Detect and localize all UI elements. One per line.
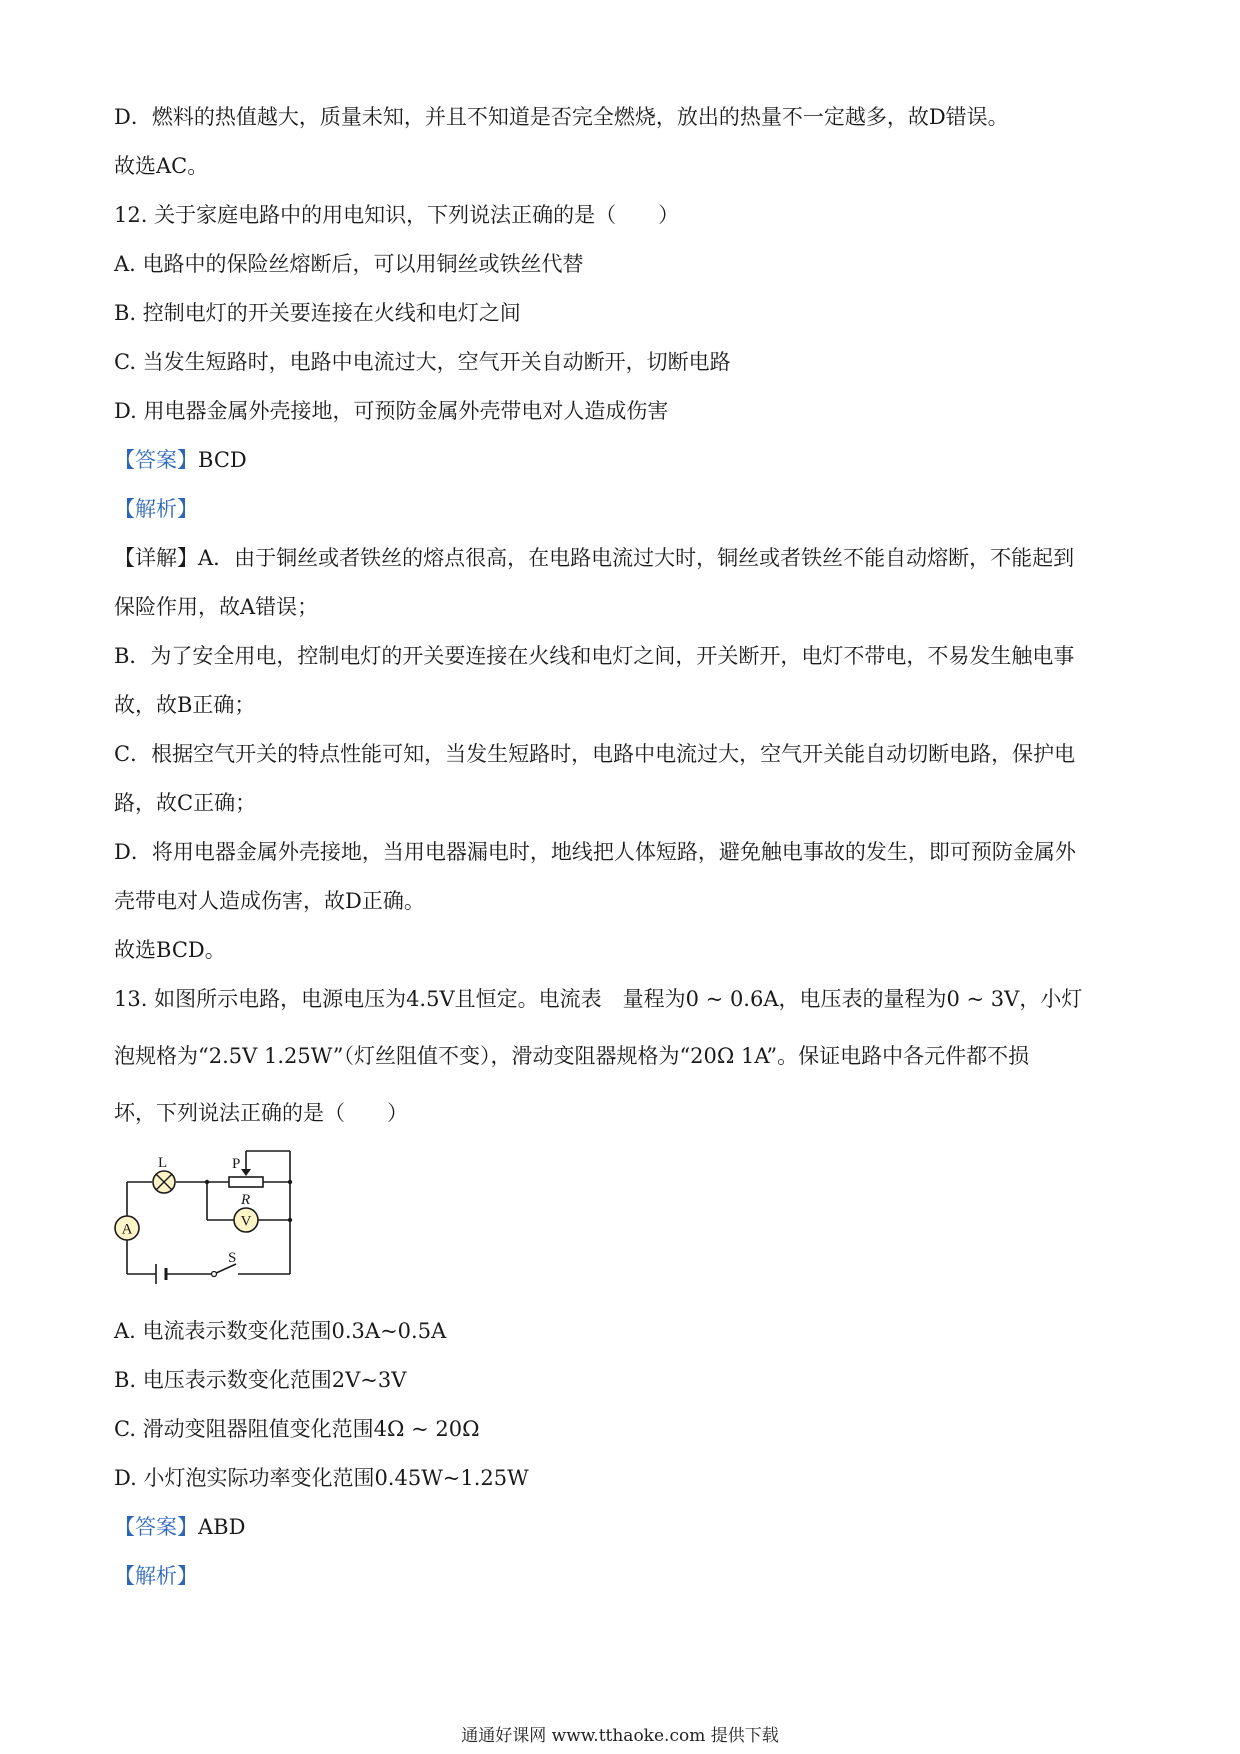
slider-contact xyxy=(241,1151,251,1176)
answer-value: ABD xyxy=(198,1515,246,1539)
q12-detail-line-5: C．根据空气开关的特点性能可知，当发生短路时，电路中电流过大，空气开关能自动切断电路，保护电 xyxy=(114,742,1076,766)
q11-conclusion: 故选AC。 xyxy=(114,154,209,178)
answer-tag: 【答案】 xyxy=(114,1515,198,1539)
slider-label: P xyxy=(232,1156,241,1172)
q12-option-c: C. 当发生短路时，电路中电流过大，空气开关自动断开，切断电路 xyxy=(114,350,731,374)
switch-pivot xyxy=(212,1272,217,1277)
q12-analysis-heading xyxy=(114,494,1134,524)
q12-detail-line-4: 故，故B正确； xyxy=(114,693,256,717)
q12-stem: 12. 关于家庭电路中的用电知识，下列说法正确的是（ ） xyxy=(114,203,680,227)
q13-answer xyxy=(114,1512,1134,1542)
ammeter-symbol xyxy=(115,1216,139,1240)
detail-tag: 【详解】 xyxy=(114,546,198,570)
q12-detail-line-2: 保险作用，故A错误； xyxy=(114,595,319,619)
q12-detail-line-3: B．为了安全用电，控制电灯的开关要连接在火线和电灯之间，开关断开，电灯不带电，不易发生触电事 xyxy=(114,644,1075,668)
battery-symbol xyxy=(156,1264,166,1284)
q12-detail-line-7: D．将用电器金属外壳接地，当用电器漏电时，地线把人体短路，避免触电事故的发生，即可预防金属外 xyxy=(114,840,1076,864)
q12-option-a: A. 电路中的保险丝熔断后，可以用铜丝或铁丝代替 xyxy=(114,252,584,276)
q12-conclusion: 故选BCD。 xyxy=(114,938,226,962)
q13-option-d: D. 小灯泡实际功率变化范围0.45W~1.25W xyxy=(114,1466,529,1490)
analysis-tag: 【解析】 xyxy=(114,1564,198,1588)
q12-option-b: B. 控制电灯的开关要连接在火线和电灯之间 xyxy=(114,301,521,325)
q13-stem-line-3: 坏，下列说法正确的是（ ） xyxy=(114,1101,408,1125)
answer-value: BCD xyxy=(198,448,247,472)
lamp-label: L xyxy=(158,1155,168,1171)
q13-option-c: C. 滑动变阻器阻值变化范围4Ω ~ 20Ω xyxy=(114,1417,480,1441)
rheostat-resistor xyxy=(229,1177,263,1187)
answer-tag: 【答案】 xyxy=(114,448,198,472)
q12-detail-line-6: 路，故C正确； xyxy=(114,791,257,815)
q13-stem-line-1: 13. 如图所示电路，电源电压为4.5V且恒定。电流表 量程为0 ~ 0.6A，电压表的量程为0 ~ 3V，小灯 xyxy=(114,987,1083,1011)
q12-detail-line-8: 壳带电对人造成伤害，故D正确。 xyxy=(114,889,425,913)
switch-label: S xyxy=(228,1250,237,1266)
q12-option-d: D. 用电器金属外壳接地，可预防金属外壳带电对人造成伤害 xyxy=(114,399,669,423)
ammeter-label: A xyxy=(121,1221,133,1238)
q13-option-b: B. 电压表示数变化范围2V~3V xyxy=(114,1368,407,1392)
q13-stem-line-2: 泡规格为“2.5V 1.25W”（灯丝阻值不变），滑动变阻器规格为“20Ω 1A”。保证电路中各元件都不损 xyxy=(114,1044,1030,1068)
rheostat-label: R xyxy=(241,1192,251,1208)
circuit-diagram xyxy=(110,1148,310,1290)
q12-detail-line-1 xyxy=(114,543,1134,573)
q11-option-d-explanation: D．燃料的热值越大，质量未知，并且不知道是否完全燃烧，放出的热量不一定越多，故D错误。 xyxy=(114,105,1009,129)
voltmeter-label: V xyxy=(240,1213,252,1230)
q12-answer xyxy=(114,445,1134,475)
detail-text: A．由于铜丝或者铁丝的熔点很高，在电路电流过大时，铜丝或者铁丝不能自动熔断，不能起到 xyxy=(198,546,1075,570)
q13-option-a: A. 电流表示数变化范围0.3A~0.5A xyxy=(114,1319,447,1343)
q13-analysis-heading xyxy=(114,1561,1134,1591)
lamp-symbol xyxy=(153,1171,175,1193)
analysis-tag: 【解析】 xyxy=(114,497,198,521)
voltmeter-symbol xyxy=(234,1208,258,1232)
page-footer: 通通好课网 www.tthaoke.com 提供下载 xyxy=(461,1726,779,1746)
